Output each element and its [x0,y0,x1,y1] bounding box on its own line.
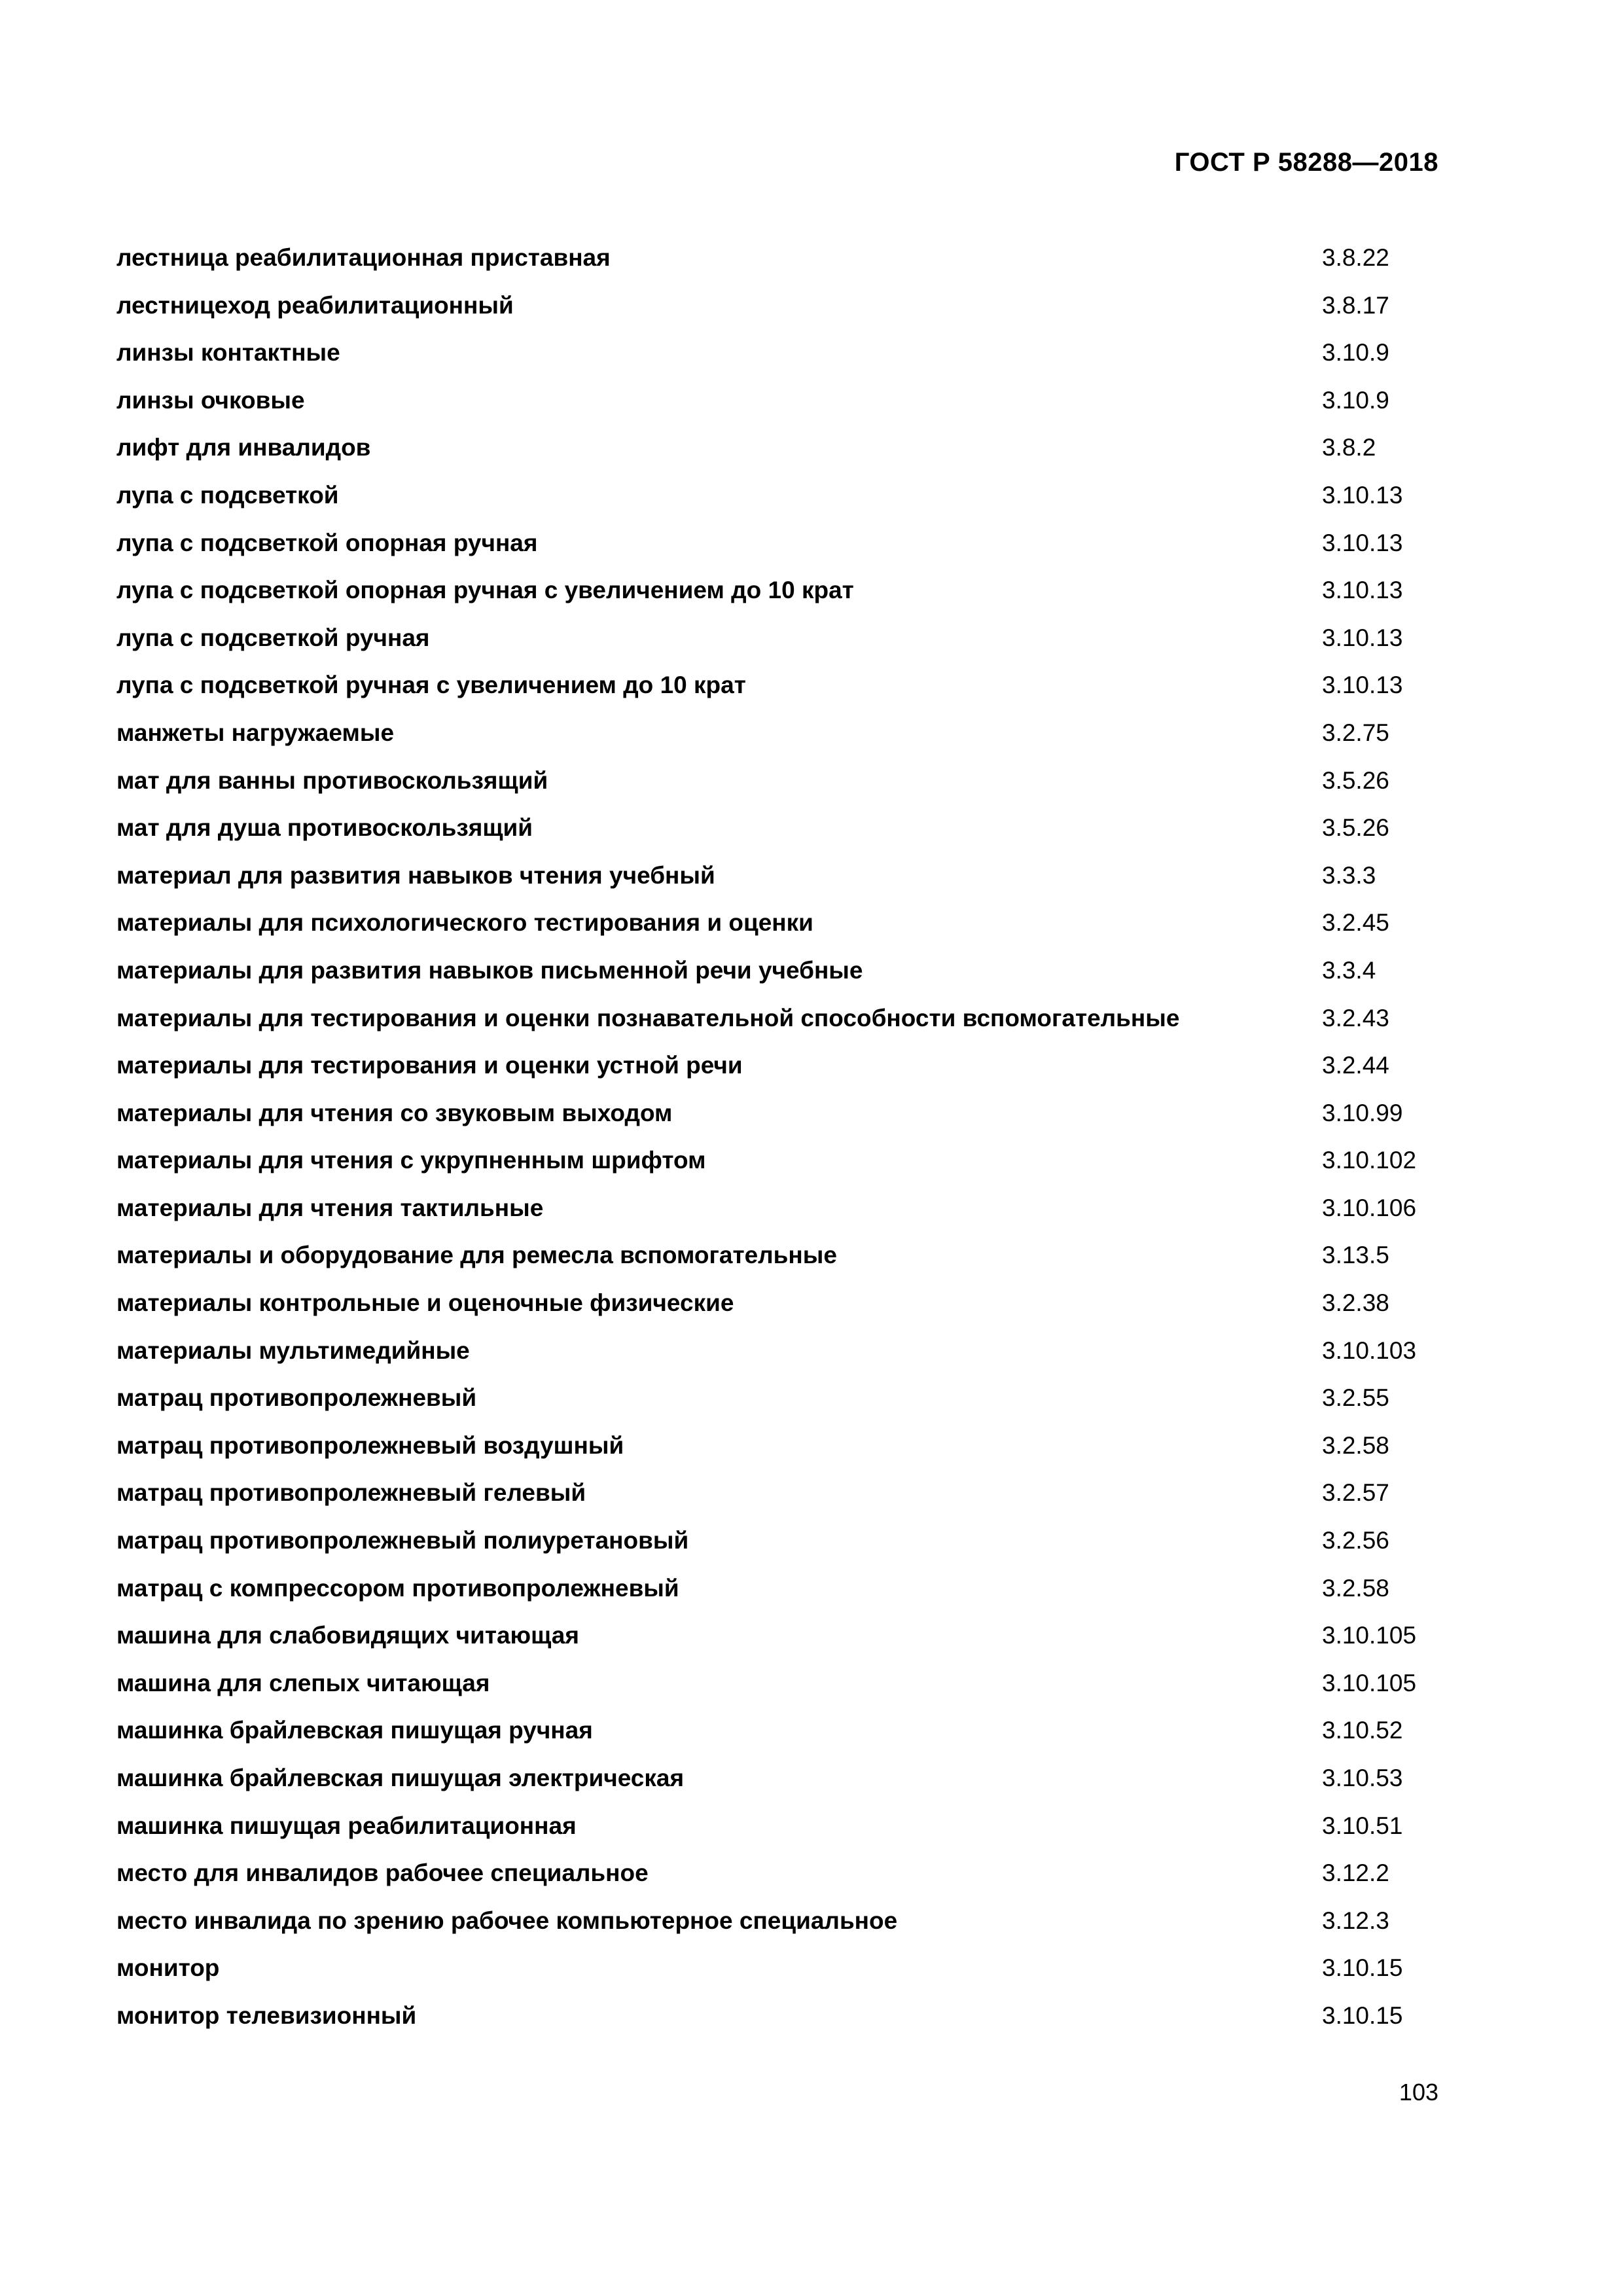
index-entry [116,1852,1438,1900]
index-term: материалы для чтения тактильные [116,1194,544,1221]
index-entry [116,285,1438,332]
index-entry [116,569,1438,617]
index-entry [116,1377,1438,1425]
index-entry [116,1615,1438,1662]
index-entry [116,1995,1438,2043]
index-term: материалы контрольные и оценочные физические [116,1289,734,1317]
index-term: материалы для тестирования и оценки познавательной способности вспомогательные [116,1004,1180,1031]
index-term: материалы и оборудование для ремесла вспомогательные [116,1242,837,1269]
index-term: машинка брайлевская пишущая электрическая [116,1765,685,1791]
index-section-ref: 3.10.15 [1322,2001,1403,2029]
index-section-ref: 3.2.58 [1322,1574,1389,1602]
index-term: материал для развития навыков чтения учебный [116,861,715,889]
index-section-ref: 3.10.106 [1322,1194,1417,1221]
index-term: лупа с подсветкой [116,481,339,509]
index-section-ref: 3.10.9 [1322,386,1389,414]
index-entry [116,1900,1438,1948]
index-term: машинка пишущая реабилитационная [116,1812,577,1839]
index-section-ref: 3.2.58 [1322,1431,1389,1459]
index-term: место для инвалидов рабочее специальное [116,1859,649,1887]
index-term: лупа с подсветкой ручная [116,624,430,651]
index-section-ref: 3.2.45 [1322,909,1389,937]
index-section-ref: 3.10.51 [1322,1812,1403,1839]
index-term: матрац противопролежневый полиуретановый [116,1527,689,1554]
index-entry [116,1947,1438,1995]
index-section-ref: 3.10.52 [1322,1717,1403,1744]
index-term: матрац противопролежневый [116,1384,477,1412]
index-term: материалы для чтения с укрупненным шрифтом [116,1147,706,1174]
index-entry [116,1425,1438,1473]
index-section-ref: 3.10.15 [1322,1954,1403,1982]
index-section-ref: 3.10.13 [1322,624,1403,651]
index-term: лестница реабилитационная приставная [116,244,611,271]
index-term: линзы контактные [116,339,340,367]
index-entry [116,712,1438,760]
index-term: лупа с подсветкой ручная с увеличением до 10 крат [116,672,746,699]
index-term: материалы мультимедийные [116,1336,470,1364]
index-section-ref: 3.2.43 [1322,1004,1389,1031]
document-code: ГОСТ Р 58288—2018 [1174,148,1438,177]
index-term: место инвалида по зрению рабочее компьютерное специальное [116,1907,898,1934]
index-section-ref: 3.2.57 [1322,1479,1389,1507]
index-term: лупа с подсветкой опорная ручная [116,529,538,556]
index-term: лестницеход реабилитационный [116,291,514,319]
index-section-ref: 3.12.3 [1322,1907,1389,1934]
index-entry [116,380,1438,427]
index-term: матрац противопролежневый гелевый [116,1479,586,1507]
index-entry [116,1187,1438,1235]
index-entry [116,475,1438,522]
index-section-ref: 3.10.102 [1322,1147,1417,1174]
index-entry [116,237,1438,285]
index-entry [116,617,1438,665]
index-entry [116,1710,1438,1757]
index-entry [116,1139,1438,1187]
index-entry [116,522,1438,570]
index-section-ref: 3.10.105 [1322,1622,1417,1649]
index-section-ref: 3.13.5 [1322,1242,1389,1269]
index-section-ref: 3.8.2 [1322,434,1376,461]
index-entry [116,855,1438,903]
index-section-ref: 3.5.26 [1322,814,1389,842]
index-section-ref: 3.2.44 [1322,1052,1389,1079]
index-section-ref: 3.2.56 [1322,1527,1389,1554]
index-term: линзы очковые [116,386,305,414]
index-entry [116,1568,1438,1615]
index-term: монитор телевизионный [116,2001,417,2029]
index-section-ref: 3.10.9 [1322,339,1389,367]
index-section-ref: 3.10.103 [1322,1336,1417,1364]
index-entry [116,664,1438,712]
index-entry [116,1234,1438,1282]
index-entry [116,950,1438,997]
index-term: материалы для тестирования и оценки устной речи [116,1052,743,1079]
index-section-ref: 3.10.13 [1322,481,1403,509]
index-term: материалы для психологического тестирования и оценки [116,909,813,937]
index-section-ref: 3.2.75 [1322,719,1389,746]
alphabetical-index-list [116,237,1438,2043]
index-entry [116,1282,1438,1330]
index-section-ref: 3.8.17 [1322,291,1389,319]
page-number: 103 [1399,2079,1438,2106]
index-section-ref: 3.3.4 [1322,956,1376,984]
index-section-ref: 3.10.13 [1322,577,1403,604]
index-entry [116,807,1438,855]
index-entry [116,427,1438,475]
index-term: мат для душа противоскользящий [116,814,533,842]
index-entry [116,1757,1438,1805]
index-term: лифт для инвалидов [116,434,371,461]
index-entry [116,997,1438,1045]
index-term: матрац противопролежневый воздушный [116,1431,624,1459]
index-section-ref: 3.12.2 [1322,1859,1389,1887]
index-entry [116,1045,1438,1092]
index-term: матрац с компрессором противопролежневый [116,1574,679,1602]
index-term: лупа с подсветкой опорная ручная с увеличением до 10 крат [116,577,854,604]
index-entry [116,1472,1438,1520]
index-section-ref: 3.10.53 [1322,1765,1403,1791]
index-entry [116,1092,1438,1140]
index-entry [116,332,1438,380]
index-section-ref: 3.2.55 [1322,1384,1389,1412]
index-term: машина для слабовидящих читающая [116,1622,579,1649]
index-section-ref: 3.2.38 [1322,1289,1389,1317]
index-section-ref: 3.8.22 [1322,244,1389,271]
index-term: мат для ванны противоскользящий [116,766,548,794]
index-entry [116,1520,1438,1568]
index-entry [116,1662,1438,1710]
index-entry [116,1330,1438,1378]
index-section-ref: 3.5.26 [1322,766,1389,794]
index-term: машинка брайлевская пишущая ручная [116,1717,593,1744]
index-term: манжеты нагружаемые [116,719,395,746]
index-section-ref: 3.10.13 [1322,529,1403,556]
index-section-ref: 3.10.105 [1322,1669,1417,1696]
index-term: материалы для чтения со звуковым выходом [116,1099,673,1126]
index-entry [116,902,1438,950]
index-term: монитор [116,1954,220,1982]
index-term: материалы для развития навыков письменной речи учебные [116,956,863,984]
index-section-ref: 3.10.13 [1322,672,1403,699]
index-entry [116,760,1438,808]
index-section-ref: 3.3.3 [1322,861,1376,889]
index-entry [116,1805,1438,1853]
index-section-ref: 3.10.99 [1322,1099,1403,1126]
index-term: машина для слепых читающая [116,1669,490,1696]
